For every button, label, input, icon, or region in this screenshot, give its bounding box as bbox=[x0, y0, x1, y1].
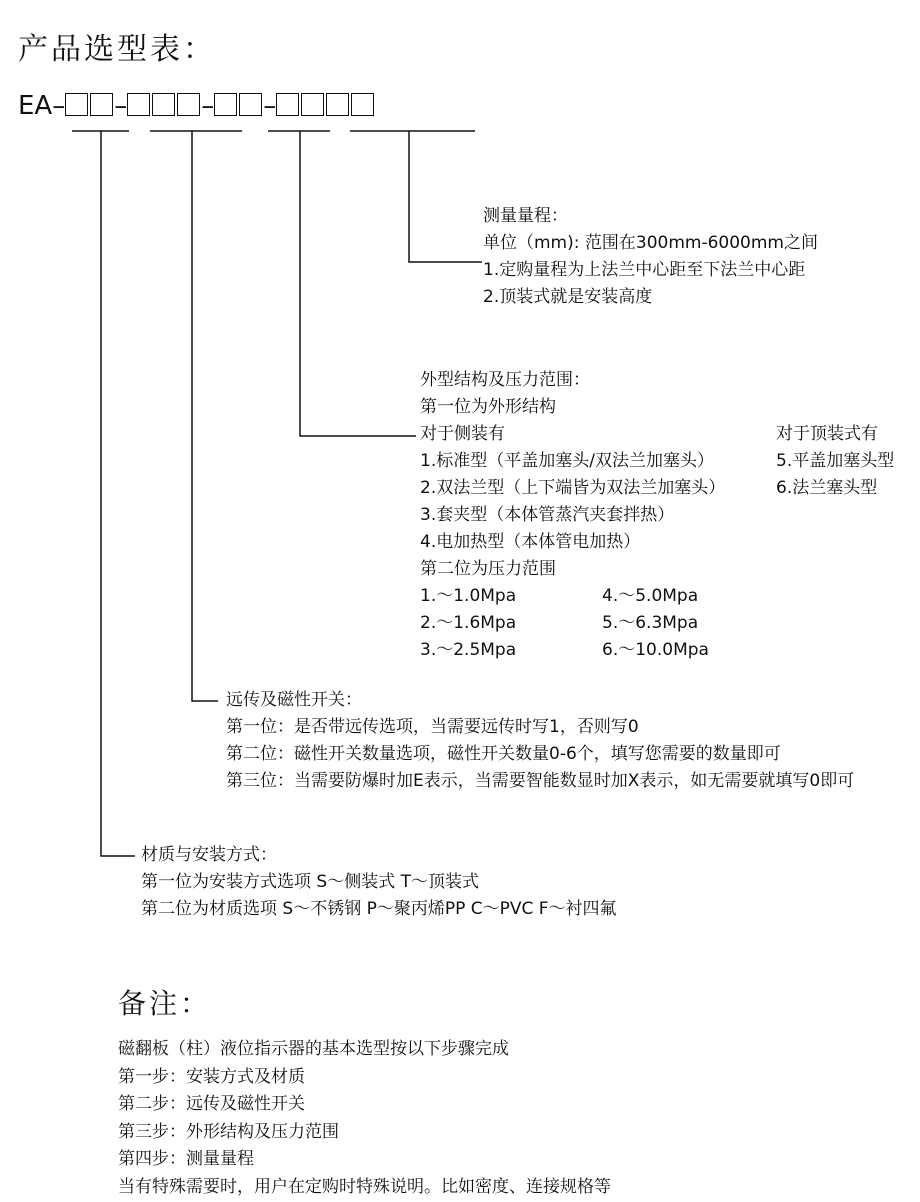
code-dash: – bbox=[52, 91, 66, 121]
side-item: 3.套夹型（本体管蒸汽夹套拌热） bbox=[420, 505, 675, 525]
page-title: 产品选型表： bbox=[18, 32, 216, 67]
remark-line: 第四步：测量量程 bbox=[118, 1149, 254, 1169]
code-dash: – bbox=[201, 91, 215, 121]
side-mount-heading: 对于侧装有 bbox=[420, 424, 505, 444]
material-heading: 材质与安装方式： bbox=[141, 845, 277, 865]
pressure-left: 1.～1.0Mpa bbox=[420, 586, 517, 606]
top-item: 5.平盖加塞头型 bbox=[776, 451, 895, 471]
top-mount-heading: 对于顶装式有 bbox=[776, 424, 878, 444]
remark-line: 磁翻板（柱）液位指示器的基本选型按以下步骤完成 bbox=[118, 1039, 509, 1059]
switch-line: 第一位：是否带远传选项，当需要远传时写1，否则写0 bbox=[226, 717, 639, 737]
measure-line: 单位（mm): 范围在300mm-6000mm之间 bbox=[483, 233, 818, 253]
side-item: 4.电加热型（本体管电加热） bbox=[420, 532, 641, 552]
connector-shape bbox=[300, 131, 416, 436]
side-item: 1.标准型（平盖加塞头/双法兰加塞头） bbox=[420, 451, 714, 471]
switch-line: 第三位：当需要防爆时加E表示，当需要智能数显时加X表示，如无需要就填写0即可 bbox=[226, 771, 855, 791]
material-line: 第二位为材质选项 S～不锈钢 P～聚丙烯PP C～PVC F～衬四氟 bbox=[141, 899, 617, 919]
pressure-right: 5.～6.3Mpa bbox=[602, 613, 699, 633]
measure-line: 2.顶装式就是安装高度 bbox=[483, 287, 653, 307]
remarks-heading: 备注： bbox=[118, 987, 212, 1020]
shape-heading: 外型结构及压力范围： bbox=[420, 370, 590, 390]
switch-section bbox=[226, 687, 854, 795]
code-dash: – bbox=[114, 91, 128, 121]
shape-second-digit: 第二位为压力范围 bbox=[420, 559, 556, 579]
top-item: 6.法兰塞头型 bbox=[776, 478, 878, 498]
switch-heading: 远传及磁性开关： bbox=[226, 690, 362, 710]
pressure-left: 3.～2.5Mpa bbox=[420, 640, 517, 660]
remark-line: 第二步：远传及磁性开关 bbox=[118, 1094, 305, 1114]
pressure-right: 6.～10.0Mpa bbox=[602, 640, 709, 660]
connector-switch bbox=[192, 131, 218, 701]
code-dash: – bbox=[263, 91, 277, 121]
top-mount-section bbox=[776, 421, 894, 502]
pressure-right-column bbox=[602, 583, 709, 664]
remark-line: 第一步：安装方式及材质 bbox=[118, 1066, 305, 1087]
switch-line: 第二位：磁性开关数量选项，磁性开关数量0-6个，填写您需要的数量即可 bbox=[226, 744, 781, 764]
remark-line: 当有特殊需要时，用户在定购时特殊说明。比如密度、连接规格等 bbox=[118, 1176, 611, 1197]
connector-measure bbox=[409, 131, 482, 262]
connector-material bbox=[101, 131, 135, 856]
remark-line: 第三步：外形结构及压力范围 bbox=[118, 1121, 339, 1142]
material-line: 第一位为安装方式选项 S～侧装式 T～顶装式 bbox=[141, 872, 479, 892]
pressure-right: 4.～5.0Mpa bbox=[602, 586, 699, 606]
measure-section bbox=[483, 203, 818, 311]
shape-first-digit: 第一位为外形结构 bbox=[420, 397, 556, 417]
measure-heading: 测量量程： bbox=[483, 206, 568, 226]
side-item: 2.双法兰型（上下端皆为双法兰加塞头） bbox=[420, 478, 726, 498]
measure-line: 1.定购量程为上法兰中心距至下法兰中心距 bbox=[483, 260, 806, 280]
model-code-prefix: EA bbox=[18, 91, 53, 121]
material-section bbox=[141, 842, 617, 923]
remarks-list bbox=[118, 1036, 611, 1201]
pressure-left: 2.～1.6Mpa bbox=[420, 613, 517, 633]
